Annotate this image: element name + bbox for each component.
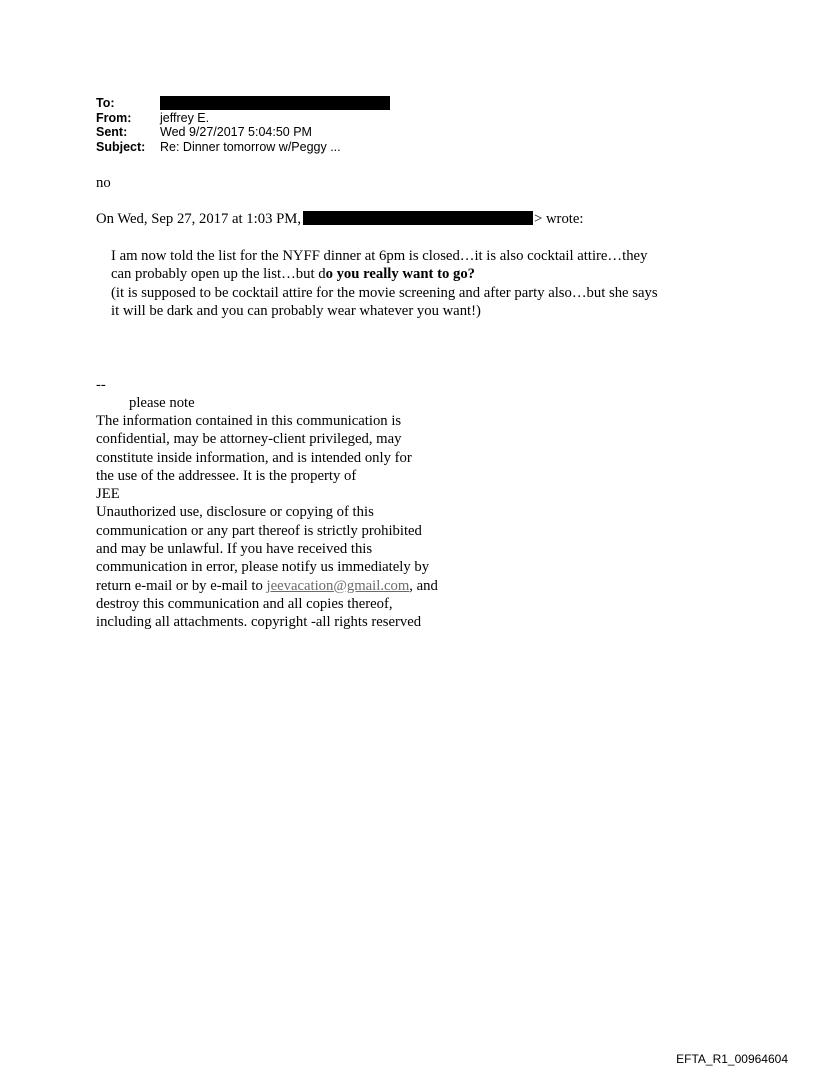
disclaimer-line: and may be unlawful. If you have received this: [96, 541, 373, 558]
subject-value: Re: Dinner tomorrow w/Peggy ...: [160, 139, 341, 154]
sent-value: Wed 9/27/2017 5:04:50 PM: [160, 125, 312, 139]
note-heading: please note: [129, 395, 195, 411]
quoted-intro-suffix: > wrote:: [534, 211, 584, 227]
confidentiality-disclaimer: [96, 412, 476, 632]
quoted-line: it will be dark and you can probably wear whatever you want!): [111, 302, 481, 319]
sent-row: [96, 125, 390, 140]
quoted-line: [111, 265, 731, 283]
quoted-line: I am now told the list for the NYFF dinner at 6pm is closed…it is also cocktail attire…they: [111, 248, 648, 264]
disclaimer-line: the use of the addressee. It is the property of: [96, 467, 357, 484]
quoted-intro: [96, 210, 583, 228]
email-line-suffix: , and: [409, 577, 438, 594]
disclaimer-line: The information contained in this communication is: [96, 413, 402, 429]
from-row: [96, 111, 390, 126]
quoted-intro-prefix: On Wed, Sep 27, 2017 at 1:03 PM,: [96, 211, 301, 227]
signature-separator: --: [96, 377, 106, 393]
disclaimer-line: confidential, may be attorney-client privileged, may: [96, 431, 402, 448]
subject-label: Subject:: [96, 139, 146, 154]
email-header: [96, 96, 390, 154]
disclaimer-line: communication or any part thereof is strictly prohibited: [96, 522, 422, 539]
redaction-bar: [303, 211, 533, 225]
quoted-message: [111, 247, 731, 320]
disclaimer-line: communication in error, please notify us immediately by: [96, 559, 430, 576]
email-line-prefix: return e-mail or by e-mail to: [96, 577, 267, 594]
to-row: [96, 96, 390, 111]
sent-label: Sent:: [96, 125, 128, 139]
disclaimer-line: Unauthorized use, disclosure or copying of this: [96, 504, 374, 521]
disclaimer-line: destroy this communication and all copies thereof,: [96, 595, 393, 612]
from-label: From:: [96, 110, 132, 125]
quoted-line: (it is supposed to be cocktail attire for the movie screening and after party also…but she says: [111, 284, 658, 301]
disclaimer-line: [96, 577, 476, 595]
disclaimer-line: including all attachments. copyright -all rights reserved: [96, 614, 422, 631]
redaction-bar: [160, 96, 390, 110]
email-link[interactable]: jeevacation@gmail.com: [266, 577, 410, 594]
reply-text: no: [96, 175, 111, 191]
from-value: jeffrey E.: [160, 110, 210, 125]
disclaimer-line: constitute inside information, and is intended only for: [96, 449, 412, 466]
quoted-line-bold: o you really want to go?: [325, 266, 476, 283]
to-label: To:: [96, 96, 115, 110]
disclaimer-line: JEE: [96, 486, 120, 503]
to-value-redacted: [160, 96, 390, 111]
document-id: EFTA_R1_00964604: [676, 1052, 788, 1066]
quoted-line-plain: can probably open up the list…but d: [111, 266, 326, 283]
subject-row: [96, 140, 390, 155]
